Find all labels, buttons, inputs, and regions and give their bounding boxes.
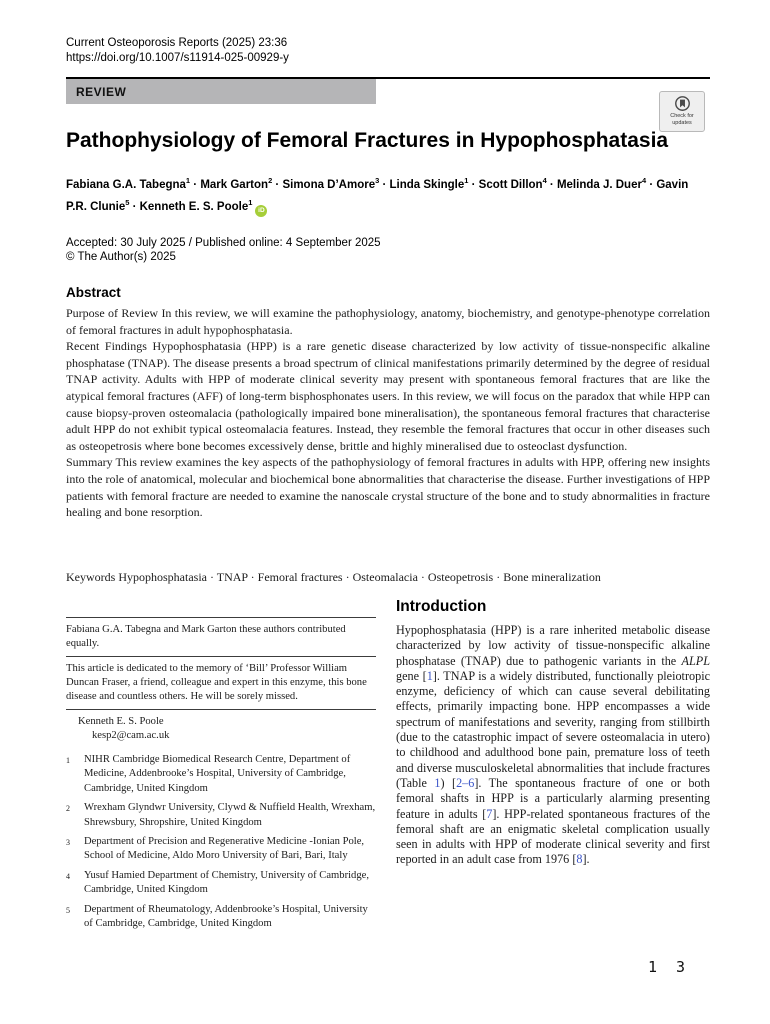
journal-header bbox=[66, 36, 289, 65]
abstract-paragraph-purpose: Purpose of Review In this review, we will examine the pathophysiology, anatomy, biochemistry, and genotype-phenotype correlation of femoral fractures in adult hypophosphatasia. bbox=[66, 306, 710, 337]
journal-title: Current Osteoporosis Reports (2025) 23:36 bbox=[66, 37, 288, 49]
doi-link[interactable]: https://doi.org/10.1007/s11914-025-00929-y bbox=[66, 51, 289, 64]
footnote-rule bbox=[66, 709, 376, 710]
page-title: Pathophysiology of Femoral Fractures in Hypophosphatasia bbox=[66, 129, 669, 152]
abstract-body bbox=[66, 305, 710, 521]
affiliation-text: Department of Rheumatology, Addenbrooke’s Hospital, University of Cambridge, Cambridge, United Kingdom bbox=[84, 903, 368, 930]
affiliation-text: Department of Precision and Regenerative Medicine -Ionian Pole, School of Medicine, Aldo Moro University of Bari, Bari, Italy bbox=[84, 836, 365, 862]
reference-link[interactable]: 1 bbox=[426, 668, 433, 683]
affiliation-text: Wrexham Glyndwr University, Clywd & Nuffield Health, Wrexham, Shrewsbury, Shropshire, United Kingdom bbox=[84, 802, 376, 828]
check-for-updates-badge[interactable] bbox=[659, 91, 705, 132]
accepted-line: Accepted: 30 July 2025 / Published online: 4 September 2025 bbox=[66, 237, 381, 249]
affiliation-text: Yusuf Hamied Department of Chemistry, University of Cambridge, Cambridge, United Kingdom bbox=[84, 869, 369, 896]
orcid-icon[interactable]: iD bbox=[255, 205, 267, 217]
affiliation-item bbox=[66, 903, 376, 932]
abstract-heading: Abstract bbox=[66, 285, 121, 300]
affiliation-number: 2 bbox=[66, 804, 70, 814]
affiliation-item bbox=[66, 835, 376, 864]
article-type-label: REVIEW bbox=[76, 84, 127, 99]
page-marker: 1 3 bbox=[648, 958, 691, 976]
reference-link[interactable]: 8 bbox=[576, 852, 583, 867]
copyright-line: © The Author(s) 2025 bbox=[66, 251, 176, 263]
reference-link[interactable]: 1 bbox=[434, 775, 441, 790]
reference-link[interactable]: 7 bbox=[486, 806, 493, 821]
introduction-paragraph: Hypophosphatasia (HPP) is a rare inherited metabolic disease characterized by low activity of tissue-nonspecific alkaline phosphatase (TNAP) due to pathogenic variants in the ALPL gene [1]. TNAP is a widely distributed, functionally pleiotropic enzyme, deficiency of which can cause several debilitating effects, primarily impacting bone. HPP encompasses a wide spectrum of manifestations and severity, ranging from stillbirth (due to the catastrophic impact of severe osteomalacia in utero) to childhood and adulthood bone pain, premature loss of teeth and diverse musculoskeletal abnormalities that include fractures (Table 1) [2–6]. The spontaneous fracture of one or both femoral shafts in HPP is a particularly alarming presenting feature in adults [7]. HPP-related spontaneous fractures of the femoral shaft are an enigmatic skeletal complication usually seen in adults with HPP of moderate clinical severity and first reported in an adult case from 1976 [8]. bbox=[396, 623, 710, 867]
article-type-banner bbox=[66, 79, 376, 104]
footnote-rule bbox=[66, 617, 376, 618]
affiliation-item bbox=[66, 869, 376, 898]
affiliation-number: 1 bbox=[66, 756, 70, 765]
keywords-line: Keywords Hypophosphatasia · TNAP · Femoral fractures · Osteomalacia · Osteopetrosis · Bone mineralization bbox=[66, 570, 601, 584]
introduction-heading: Introduction bbox=[396, 598, 487, 615]
affiliation-number: 3 bbox=[66, 838, 70, 848]
publication-dates bbox=[66, 236, 381, 264]
abstract-paragraph-findings: Recent Findings Hypophosphatasia (HPP) is a rare genetic disease characterized by low activity of tissue-nonspecific alkaline phosphatase (TNAP). The disease presents a broad spectrum of clinical manifestations primarily determined by the degree of residual TNAP activity. Adults with HPP of moderate clinical severity may present with spontaneous femoral fractures that are like the atypical femoral fractures (AFF) of long-term bisphosphonates users. In this review, we will focus on the paradox that while HPP can cause biopsy-proven osteomalacia (pathologically impaired bone mineralisation), the spontaneous femoral fractures that characterise adult HPP do not exhibit typical osteomalacia features. Instead, they resemble the femoral fractures that occur in other diseases such as osteopetrosis where bone becomes excessively dense, brittle and highly mineralised due to osteoclast dysfunction. bbox=[66, 339, 710, 453]
footnote-dedication: This article is dedicated to the memory of ‘Bill’ Professor William Duncan Fraser, a friend, colleague and expert in this enzyme, this bone disease and countless others. He will be sorely missed. bbox=[66, 663, 367, 702]
abstract-paragraph-summary: Summary This review examines the key aspects of the pathophysiology of femoral fractures in adults with HPP, offering new insights into the role of anatomical, molecular and biochemical bone abnormalities that characterise the disease. Further investigations of HPP patients with femoral fracture are needed to examine the nanoscale crystal structure of the bone and to study abnormalities in fracture healing and bone resorption. bbox=[66, 455, 710, 520]
footnote-rule bbox=[66, 656, 376, 657]
affiliation-number: 5 bbox=[66, 905, 70, 915]
affiliation-item bbox=[66, 753, 376, 796]
crossmark-label: Check for updates bbox=[670, 113, 694, 126]
authors-runs: Fabiana G.A. Tabegna$^1$ · Mark Garton$^2$ · Simona D’Amore$^3$ · Linda Skingle$^1$ · Scott Dillon$^4$ · Melinda J. Duer$^4$ · Gavin P.R. Clunie$^5$ · Kenneth E. S. Poole$^1$ bbox=[66, 176, 689, 213]
footnote-equal-contribution: Fabiana G.A. Tabegna and Mark Garton these authors contributed equally. bbox=[66, 624, 346, 649]
corresponding-author-email[interactable]: kesp2@cam.ac.uk bbox=[92, 730, 170, 741]
affiliation-text: NIHR Cambridge Biomedical Research Centre, Department of Medicine, Addenbrooke’s Hospital, University of Cambridge, Cambridge, United Kingdom bbox=[84, 754, 351, 794]
footnote-column bbox=[66, 612, 376, 936]
authors-line bbox=[66, 172, 710, 217]
affiliation-item bbox=[66, 801, 376, 830]
affiliations-list bbox=[66, 753, 376, 931]
affiliation-number: 4 bbox=[66, 871, 70, 881]
introduction-section bbox=[396, 598, 710, 868]
reference-link[interactable]: 2–6 bbox=[456, 775, 475, 790]
corresponding-author-name: Kenneth E. S. Poole bbox=[78, 716, 164, 727]
crossmark-icon bbox=[674, 95, 691, 112]
